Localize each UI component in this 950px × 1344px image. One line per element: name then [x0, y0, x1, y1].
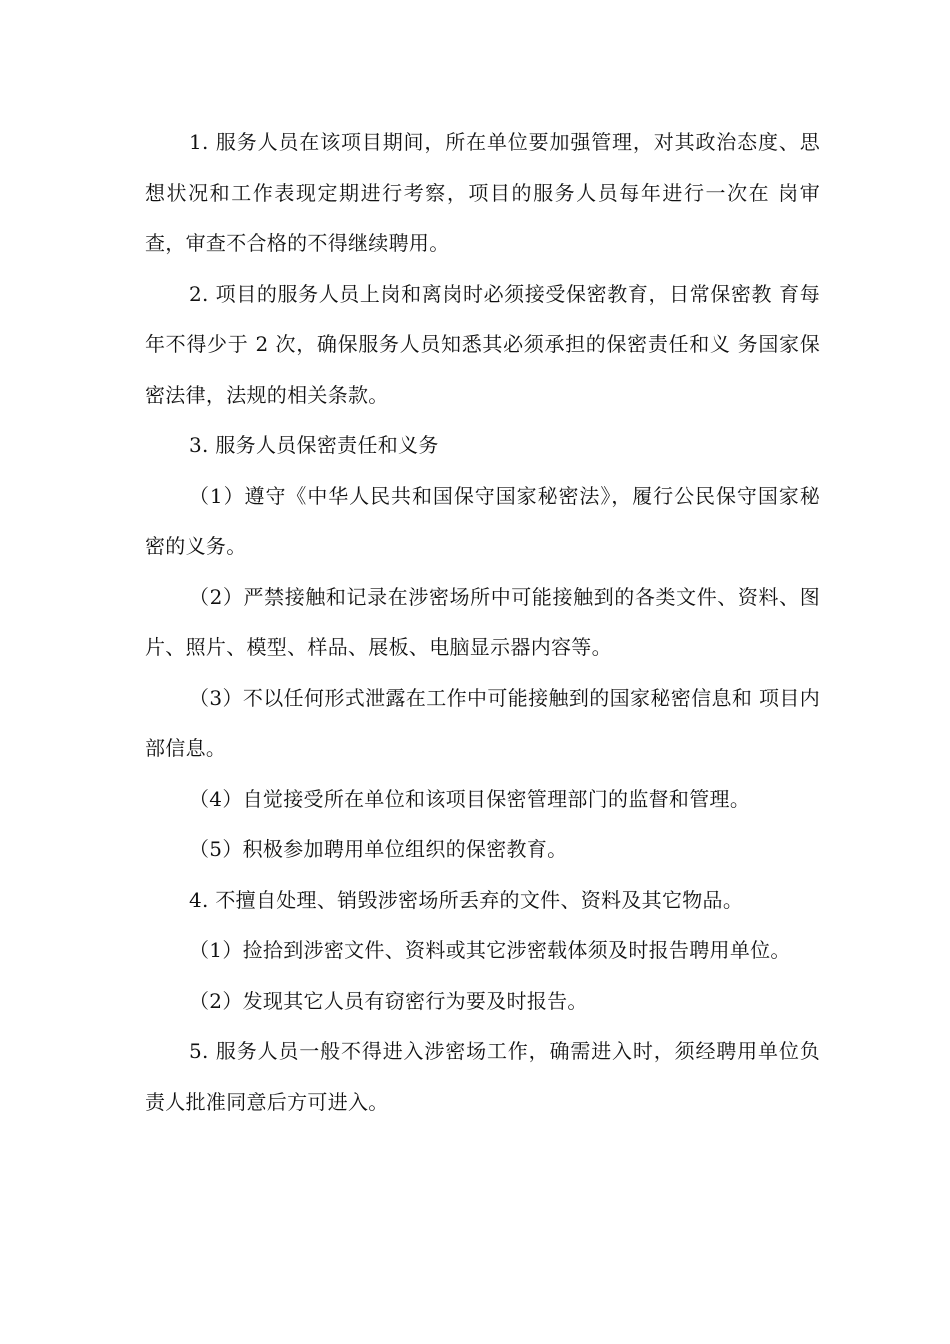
document-body	[145, 117, 820, 1127]
paragraph-1: 1. 服务人员在该项目期间，所在单位要加强管理，对其政治态度、思想状况和工作表现定期进行考察，项目的服务人员每年进行一次在 岗审查，审查不合格的不得继续聘用。	[145, 130, 820, 255]
paragraph-3-2: （2）严禁接触和记录在涉密场所中可能接触到的各类文件、资料、图片、照片、模型、样品、展板、电脑显示器内容等。	[145, 584, 820, 659]
paragraph-3-4: （4）自觉接受所在单位和该项目保密管理部门的监督和管理。	[189, 786, 751, 811]
paragraph-4: 4. 不擅自处理、销毁涉密场所丢弃的文件、资料及其它物品。	[189, 887, 744, 912]
paragraph-2: 2. 项目的服务人员上岗和离岗时必须接受保密教育，日常保密教 育每年不得少于 2 次，确保服务人员知悉其必须承担的保密责任和义 务国家保密法律，法规的相关条款。	[145, 281, 820, 407]
paragraph-3-3: （3）不以任何形式泄露在工作中可能接触到的国家秘密信息和 项目内部信息。	[145, 685, 820, 760]
paragraph-3-1: （1）遵守《中华人民共和国保守国家秘密法》，履行公民保守国家秘密的义务。	[145, 483, 820, 558]
paragraph-3-5: （5）积极参加聘用单位组织的保密教育。	[189, 837, 568, 861]
paragraph-4-2: （2）发现其它人员有窃密行为要及时报告。	[189, 988, 588, 1013]
paragraph-4-1: （1）捡拾到涉密文件、资料或其它涉密载体须及时报告聘用单位。	[189, 938, 791, 962]
paragraph-3: 3. 服务人员保密责任和义务	[189, 433, 439, 457]
paragraph-5: 5. 服务人员一般不得进入涉密场工作，确需进入时，须经聘用单位负责人批准同意后方可进入。	[145, 1039, 820, 1114]
